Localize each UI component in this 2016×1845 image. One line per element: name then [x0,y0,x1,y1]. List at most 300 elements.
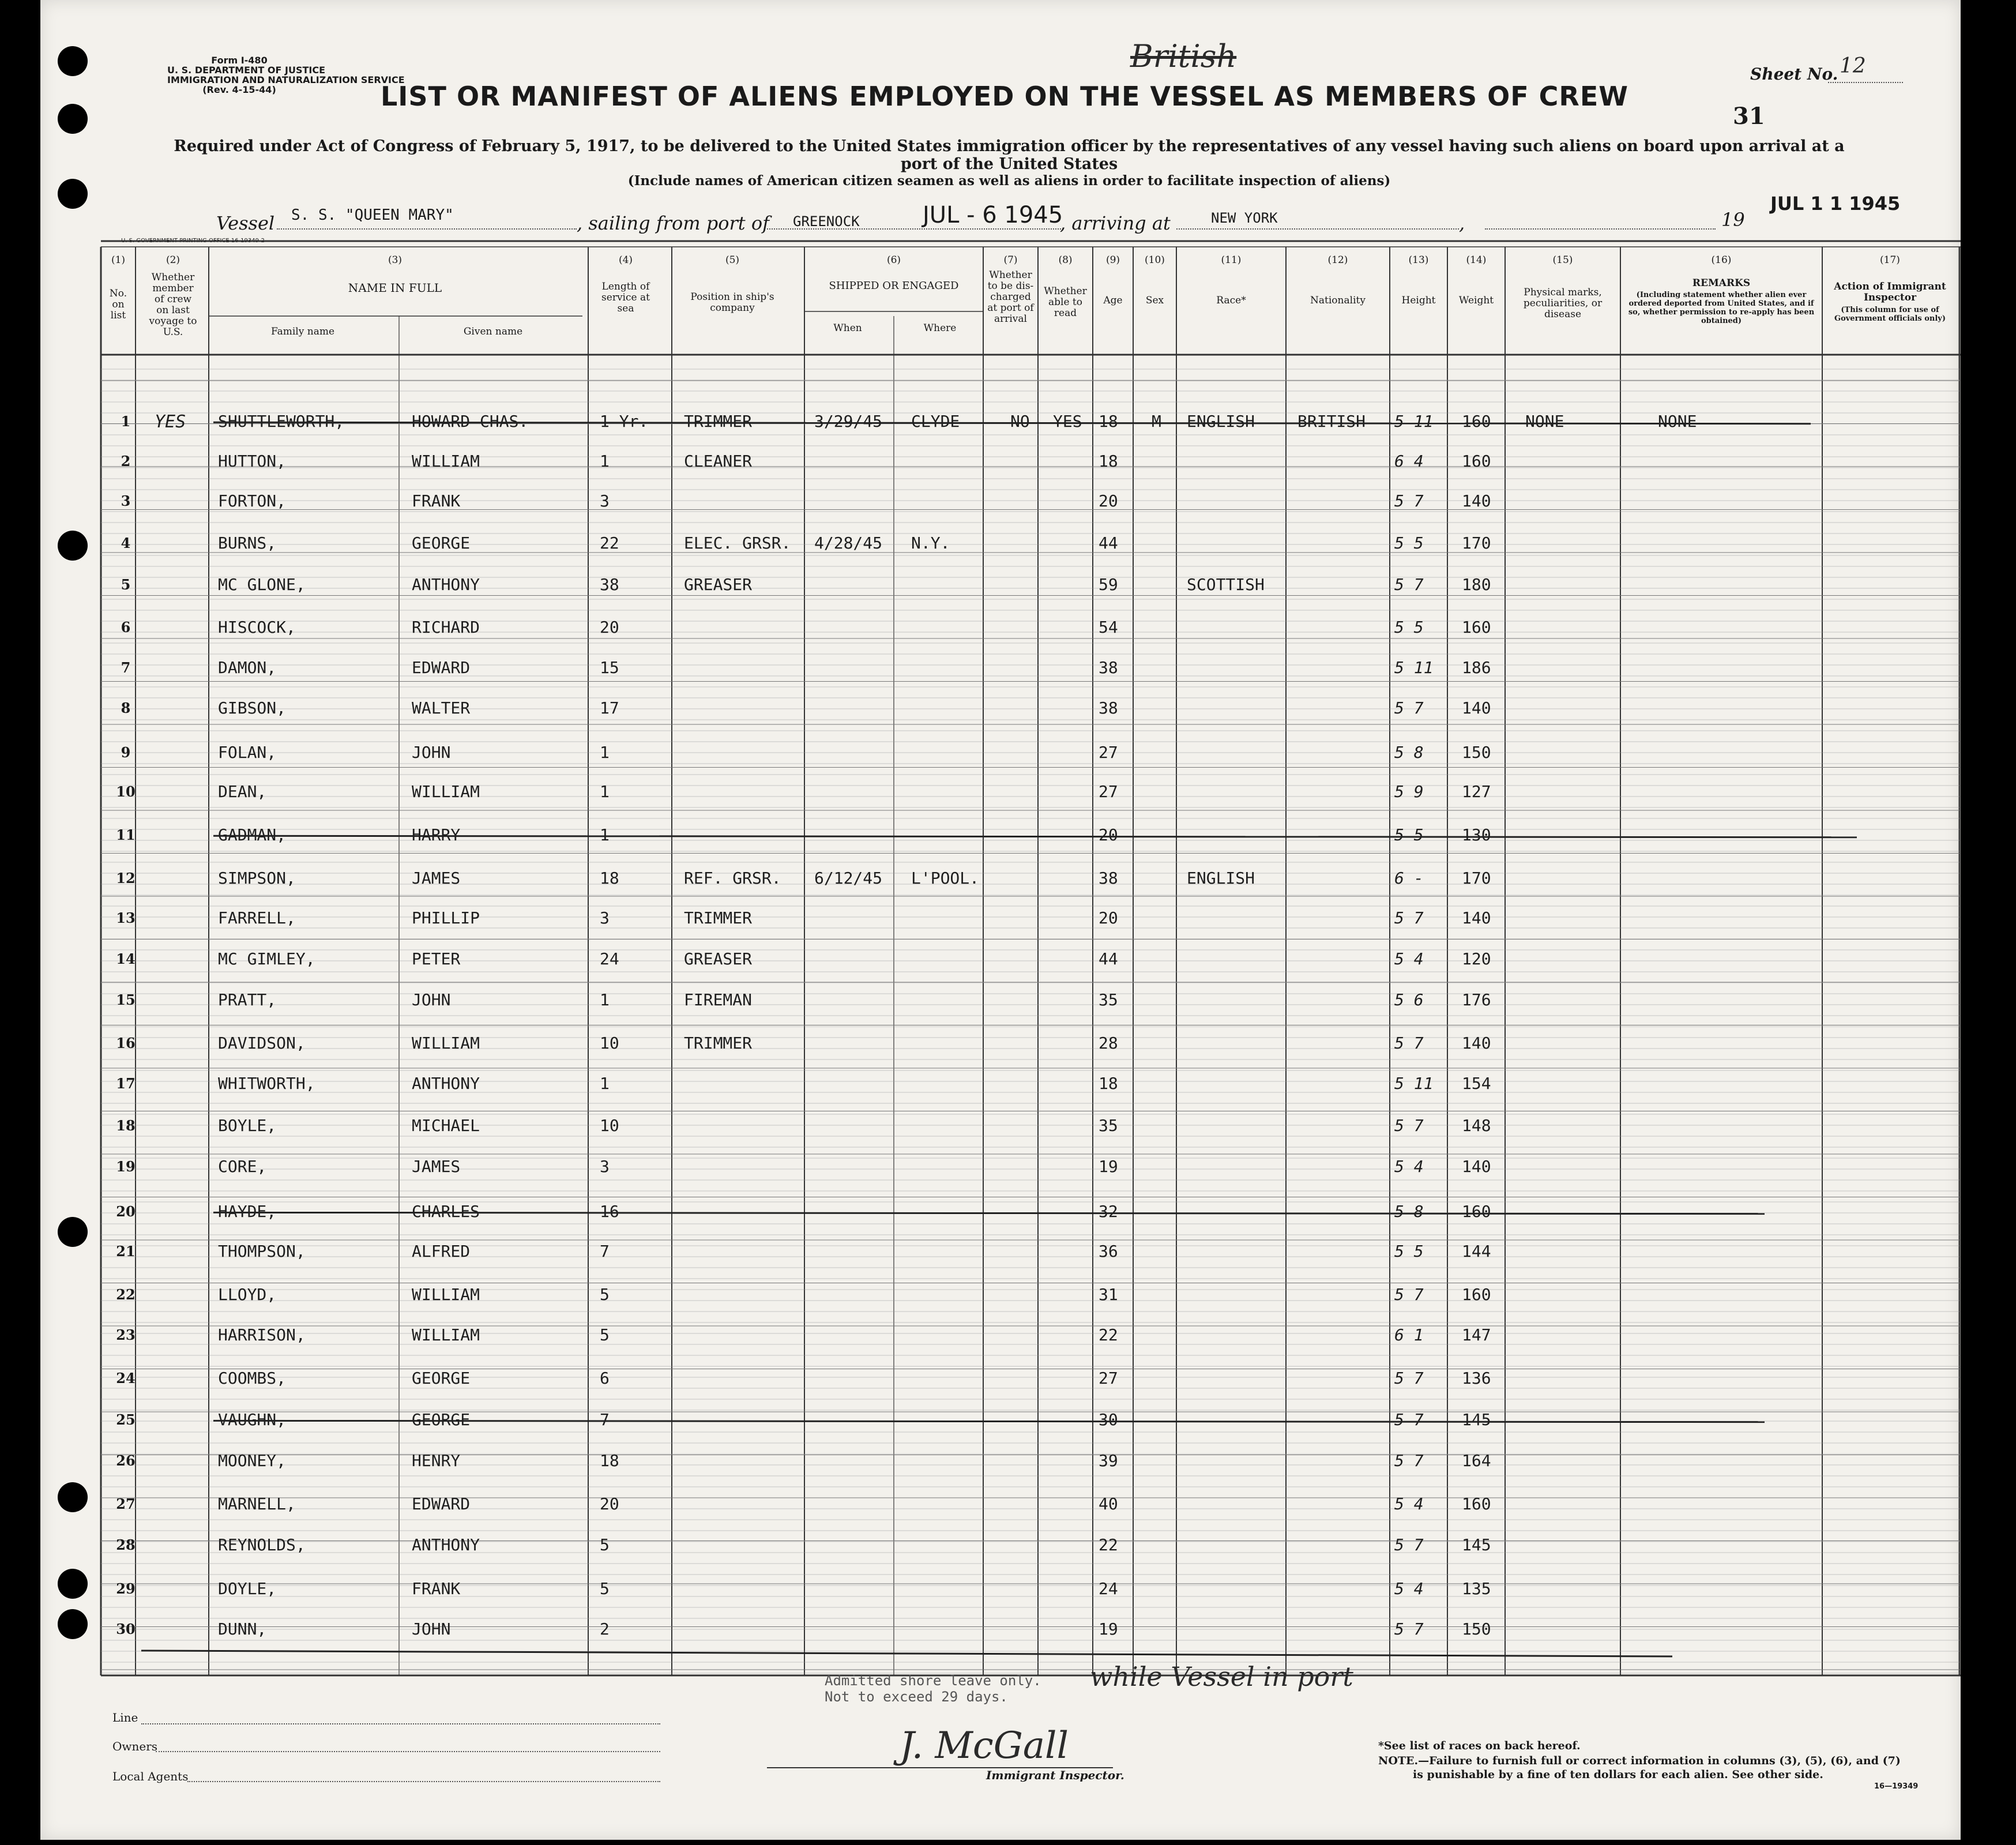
height: 5 7 [1394,575,1424,594]
weight: 170 [1462,533,1491,553]
height: 5 4 [1394,1494,1424,1513]
handwritten-nationality: British [1130,38,1237,74]
col9-label: Age [1103,295,1123,306]
weight: 160 [1462,1202,1491,1221]
form-code: 16—19349 [1874,1782,1919,1791]
position: TRIMMER [684,1034,753,1053]
col1-num: (1) [111,254,126,266]
col15-label: Physical marks, peculiarities, or disease [1523,287,1603,320]
agents-field [187,1781,660,1782]
given-name: GEORGE [412,533,471,553]
given-name: WILLIAM [412,782,480,801]
row-number: 26 [116,1452,136,1469]
age: 59 [1099,575,1118,594]
age: 44 [1099,533,1118,553]
row-number: 30 [116,1621,136,1637]
age: 22 [1099,1325,1118,1344]
given-name: FRANK [412,491,461,510]
height: 5 7 [1394,1535,1424,1554]
age: 18 [1099,1074,1118,1093]
col17-num: (17) [1880,254,1900,266]
col9-num: (9) [1105,254,1120,266]
sailing-date-stamp: JUL - 6 1945 [923,202,1063,228]
length-of-service: 1 [600,825,610,844]
weight: 186 [1462,658,1491,677]
col13-label: Height [1401,295,1436,306]
col14-label: Weight [1458,295,1494,306]
length-of-service: 3 [600,1157,610,1176]
sex: M [1152,412,1161,431]
col10-num: (10) [1145,254,1165,266]
row-number: 8 [121,700,131,716]
weight: 130 [1462,825,1491,844]
given-name: JOHN [412,990,451,1009]
col6-num: (6) [886,254,901,266]
length-of-service: 5 [600,1579,610,1598]
weight: 160 [1462,1285,1491,1304]
col17-label: Action of Immigrant Inspector [1834,281,1946,303]
height: 5 7 [1394,1410,1424,1429]
length-of-service: 5 [600,1535,610,1554]
length-of-service: 20 [600,1494,619,1513]
given-name: WILLIAM [412,1285,480,1304]
owners-label: Owners [112,1739,158,1753]
department: U. S. DEPARTMENT OF JUSTICE [167,65,326,76]
shipped-when: 3/29/45 [814,412,883,431]
age: 18 [1099,412,1118,431]
age: 19 [1099,1619,1118,1639]
length-of-service: 3 [600,491,610,510]
height: 6 - [1394,869,1424,888]
family-name: BURNS, [218,533,277,553]
height: 5 7 [1394,1451,1424,1470]
col16-label: REMARKS [1692,277,1751,289]
form-number: Form I-480 [211,55,268,66]
handwritten-port-note: while Vessel in port [1090,1661,1353,1692]
age: 24 [1099,1579,1118,1598]
length-of-service: 5 [600,1325,610,1344]
row-number: 5 [121,576,131,593]
weight: 180 [1462,575,1491,594]
row-number: 16 [116,1035,136,1051]
family-name: HARRISON, [218,1325,306,1344]
given-name: CHARLES [412,1202,480,1221]
col8-num: (8) [1058,254,1073,266]
last-voyage: YES [155,412,186,432]
weight: 164 [1462,1451,1491,1470]
row-number: 19 [116,1158,136,1175]
col6-when: When [833,322,862,334]
race: SCOTTISH [1187,575,1265,594]
row-number: 25 [116,1411,136,1428]
height: 5 4 [1394,1579,1424,1598]
row-number: 4 [121,535,131,551]
row-number: 17 [116,1075,136,1092]
manifest-title: LIST OR MANIFEST OF ALIENS EMPLOYED ON THE VESSEL AS MEMBERS OF CREW [381,81,1629,112]
age: 22 [1099,1535,1118,1554]
length-of-service: 7 [600,1242,610,1261]
arriving-label: , arriving at [1060,212,1171,234]
weight: 154 [1462,1074,1491,1093]
row-number: 11 [116,826,136,843]
col10-label: Sex [1145,295,1164,306]
given-name: WILLIAM [412,1034,480,1053]
given-name: WALTER [412,698,471,717]
family-name: GADMAN, [218,825,287,844]
given-name: WILLIAM [412,1325,480,1344]
row-number: 28 [116,1536,136,1553]
height: 5 7 [1394,698,1424,717]
age: 27 [1099,782,1118,801]
row-number: 15 [116,991,136,1008]
length-of-service: 1 Yr. [600,412,649,431]
col11-num: (11) [1221,254,1242,266]
height: 5 6 [1394,990,1424,1009]
page-number: 31 [1733,103,1765,130]
weight: 140 [1462,698,1491,717]
comma: , [1459,212,1465,234]
sailing-label: , sailing from port of [577,212,769,234]
length-of-service: 3 [600,908,610,927]
length-of-service: 5 [600,1285,610,1304]
position: GREASER [684,575,753,594]
height: 5 9 [1394,782,1424,801]
col4-num: (4) [618,254,633,266]
col16-note: (Including statement whether alien ever ordered deported from United States, and if so, whether permission to re-apply has been obtained) [1628,291,1815,325]
weight: 127 [1462,782,1491,801]
row-number: 24 [116,1370,136,1386]
races-note: *See list of races on back hereof. [1378,1739,1581,1752]
col11-label: Race* [1216,295,1246,306]
height: 5 11 [1394,412,1434,431]
inspector-label: Immigrant Inspector. [986,1768,1124,1782]
given-name: GEORGE [412,1410,471,1429]
given-name: WILLIAM [412,452,480,471]
col7-label: Whether to be dis-charged at port of arrival [987,269,1034,325]
col2-label: Whether member of crew on last voyage to U.S. [149,272,197,338]
printing-office: U. S. GOVERNMENT PRINTING OFFICE 16-19349-2 [121,238,265,244]
weight: 140 [1462,1157,1491,1176]
year-prefix: 19 [1721,209,1745,231]
row-number: 3 [121,493,131,509]
given-name: FRANK [412,1579,461,1598]
arriving-port: NEW YORK [1211,210,1278,226]
note-line-1: NOTE.—Failure to furnish full or correct information in columns (3), (5), (6), and (7) [1378,1754,1901,1767]
col6-label: SHIPPED OR ENGAGED [829,280,959,292]
length-of-service: 1 [600,782,610,801]
age: 19 [1099,1157,1118,1176]
family-name: VAUGHN, [218,1410,287,1429]
col2-num: (2) [166,254,180,266]
owners-field [156,1751,660,1752]
row-number: 6 [121,619,131,636]
position: GREASER [684,949,753,968]
given-name: HENRY [412,1451,461,1470]
age: 44 [1099,949,1118,968]
shipped-where: CLYDE [911,412,960,431]
weight: 176 [1462,990,1491,1009]
height: 5 7 [1394,1034,1424,1053]
col3-label: NAME IN FULL [348,281,442,295]
length-of-service: 16 [600,1202,619,1221]
position: TRIMMER [684,908,753,927]
family-name: DAMON, [218,658,277,677]
col4-label: Length of service at sea [601,281,650,314]
family-name: HUTTON, [218,452,287,471]
height: 5 7 [1394,908,1424,927]
weight: 147 [1462,1325,1491,1344]
height: 6 4 [1394,452,1424,471]
shipped-where: L'POOL. [911,869,980,888]
row-number: 12 [116,870,136,886]
inspector-signature: J. McGall [900,1724,1069,1767]
given-name: EDWARD [412,1494,471,1513]
given-name: JOHN [412,743,451,762]
weight: 135 [1462,1579,1491,1598]
row-number: 21 [116,1243,136,1260]
row-number: 29 [116,1580,136,1597]
stamp-line-1: Admitted shore leave only. [825,1673,1041,1689]
sheet-number: 12 [1840,54,1866,78]
nationality: BRITISH [1297,412,1366,431]
given-name: HOWARD CHAS. [412,412,529,431]
agents-label: Local Agents [112,1769,189,1783]
given-name: RICHARD [412,618,480,637]
age: 38 [1099,698,1118,717]
family-name: HAYDE, [218,1202,277,1221]
age: 28 [1099,1034,1118,1053]
age: 20 [1099,491,1118,510]
given-name: ANTHONY [412,1074,480,1093]
length-of-service: 18 [600,1451,619,1470]
row-number: 22 [116,1286,136,1303]
family-name: FOLAN, [218,743,277,762]
family-name: FARRELL, [218,908,296,927]
required-line-2: port of the United States [900,155,1118,173]
row-number: 13 [116,910,136,926]
family-name: PRATT, [218,990,277,1009]
height: 5 11 [1394,658,1434,677]
height: 5 4 [1394,1157,1424,1176]
grid-line [141,1651,1672,1656]
family-name: THOMPSON, [218,1242,306,1261]
col13-num: (13) [1408,254,1429,266]
row-number: 1 [121,413,131,430]
row-number: 2 [121,453,131,469]
height: 5 7 [1394,1116,1424,1135]
length-of-service: 10 [600,1116,619,1135]
age: 54 [1099,618,1118,637]
given-name: JOHN [412,1619,451,1639]
height: 5 7 [1394,1619,1424,1639]
weight: 144 [1462,1242,1491,1261]
given-name: PHILLIP [412,908,480,927]
length-of-service: 2 [600,1619,610,1639]
shipped-when: 4/28/45 [814,533,883,553]
family-name: LLOYD, [218,1285,277,1304]
age: 39 [1099,1451,1118,1470]
length-of-service: 10 [600,1034,619,1053]
family-name: SHUTTLEWORTH, [218,412,345,431]
service: IMMIGRATION AND NATURALIZATION SERVICE [167,74,405,85]
age: 40 [1099,1494,1118,1513]
line-label: Line [112,1711,138,1724]
length-of-service: 22 [600,533,619,553]
height: 5 7 [1394,1369,1424,1388]
physical-marks: NONE [1525,412,1564,431]
age: 36 [1099,1242,1118,1261]
age: 30 [1099,1410,1118,1429]
position: REF. GRSR. [684,869,781,888]
arrival-stamp: JUL 1 1 1945 [1770,193,1901,215]
length-of-service: 7 [600,1410,610,1429]
col1-label: No. on list [109,288,127,321]
age: 31 [1099,1285,1118,1304]
height: 5 5 [1394,533,1424,553]
age: 20 [1099,825,1118,844]
family-name: SIMPSON, [218,869,296,888]
height: 5 5 [1394,1242,1424,1261]
vessel-label: Vessel [216,212,275,234]
remarks: NONE [1658,412,1697,431]
weight: 160 [1462,412,1491,431]
shipped-when: 6/12/45 [814,869,883,888]
age: 35 [1099,990,1118,1009]
length-of-service: 15 [600,658,619,677]
weight: 145 [1462,1535,1491,1554]
family-name: DUNN, [218,1619,267,1639]
length-of-service: 1 [600,990,610,1009]
col7-num: (7) [1003,254,1018,266]
race: ENGLISH [1187,869,1255,888]
weight: 145 [1462,1410,1491,1429]
age: 38 [1099,658,1118,677]
shore-leave-stamp [825,1673,1041,1705]
row-number: 20 [116,1203,136,1220]
age: 18 [1099,452,1118,471]
age: 32 [1099,1202,1118,1221]
age: 27 [1099,1369,1118,1388]
family-name: DAVIDSON, [218,1034,306,1053]
col14-num: (14) [1466,254,1487,266]
given-name: PETER [412,949,461,968]
weight: 136 [1462,1369,1491,1388]
age: 27 [1099,743,1118,762]
age: 38 [1099,869,1118,888]
height: 5 5 [1394,825,1424,844]
stamp-line-2: Not to exceed 29 days. [825,1689,1008,1705]
row-number: 27 [116,1495,136,1512]
given-name: MICHAEL [412,1116,480,1135]
height: 6 1 [1394,1325,1424,1344]
height: 5 7 [1394,1285,1424,1304]
line-field [141,1723,660,1724]
length-of-service: 24 [600,949,619,968]
weight: 120 [1462,949,1491,968]
height: 5 4 [1394,949,1424,968]
given-name: JAMES [412,869,461,888]
weight: 140 [1462,908,1491,927]
note-line-2: is punishable by a fine of ten dollars for each alien. See other side. [1413,1768,1823,1781]
length-of-service: 6 [600,1369,610,1388]
discharged: NO [1010,412,1030,431]
col12-label: Nationality [1310,295,1366,306]
col3-num: (3) [388,254,403,266]
family-name: MARNELL, [218,1494,296,1513]
position: TRIMMER [684,412,753,431]
length-of-service: 18 [600,869,619,888]
given-name: ANTHONY [412,575,480,594]
weight: 160 [1462,618,1491,637]
age: 20 [1099,908,1118,927]
sailing-port: GREENOCK [793,213,860,230]
weight: 150 [1462,743,1491,762]
length-of-service: 1 [600,743,610,762]
given-name: GEORGE [412,1369,471,1388]
row-number: 10 [116,783,136,800]
length-of-service: 38 [600,575,619,594]
weight: 160 [1462,1494,1491,1513]
length-of-service: 17 [600,698,619,717]
col16-num: (16) [1711,254,1732,266]
weight: 140 [1462,491,1491,510]
length-of-service: 20 [600,618,619,637]
height: 5 5 [1394,618,1424,637]
col8-label: Whether able to read [1044,285,1087,319]
weight: 150 [1462,1619,1491,1639]
family-name: DEAN, [218,782,267,801]
required-line-1: Required under Act of Congress of February 5, 1917, to be delivered to the United States immigration officer by the representatives of any vessel having such aliens on board upon arrival at a [174,137,1845,155]
family-name: HISCOCK, [218,618,296,637]
row-number: 14 [116,950,136,967]
family-name: GIBSON, [218,698,287,717]
row-number: 23 [116,1327,136,1343]
col3-family: Family name [270,326,335,337]
height: 5 11 [1394,1074,1434,1093]
family-name: WHITWORTH, [218,1074,315,1093]
sheet-label: Sheet No. [1750,65,1838,84]
weight: 160 [1462,452,1491,471]
position: FIREMAN [684,990,753,1009]
col5-num: (5) [725,254,740,266]
family-name: BOYLE, [218,1116,277,1135]
weight: 148 [1462,1116,1491,1135]
shipped-where: N.Y. [911,533,950,553]
given-name: ANTHONY [412,1535,480,1554]
family-name: DOYLE, [218,1579,277,1598]
height: 5 7 [1394,491,1424,510]
include-note: (Include names of American citizen seamen as well as aliens in order to facilitate inspection of aliens) [627,173,1391,189]
family-name: MOONEY, [218,1451,287,1470]
given-name: EDWARD [412,658,471,677]
given-name: ALFRED [412,1242,471,1261]
length-of-service: 1 [600,1074,610,1093]
given-name: HARRY [412,825,461,844]
given-name: JAMES [412,1157,461,1176]
vessel-name: S. S. "QUEEN MARY" [291,206,454,224]
col3-given: Given name [463,326,523,337]
family-name: CORE, [218,1157,267,1176]
family-name: REYNOLDS, [218,1535,306,1554]
length-of-service: 1 [600,452,610,471]
row-number: 7 [121,659,131,676]
family-name: COOMBS, [218,1369,287,1388]
family-name: MC GIMLEY, [218,949,315,968]
position: ELEC. GRSR. [684,533,791,553]
col6-where: Where [923,322,957,334]
family-name: MC GLONE, [218,575,306,594]
row-number: 18 [116,1117,136,1134]
